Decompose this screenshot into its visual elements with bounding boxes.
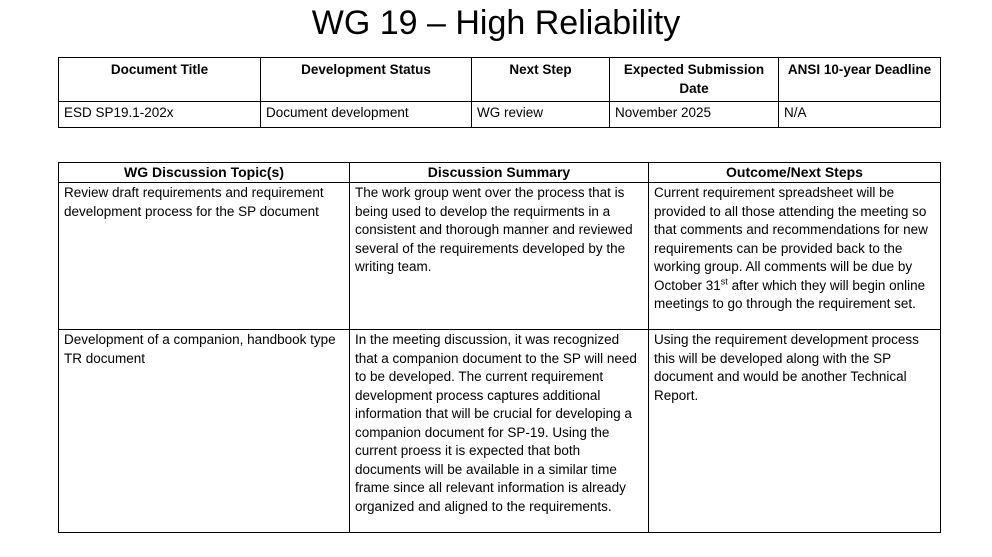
topics-header-row	[59, 163, 941, 183]
table-row	[59, 102, 941, 128]
table-row	[59, 183, 941, 330]
cell-next-step: WG review	[472, 102, 610, 128]
cell-ansi-deadline: N/A	[779, 102, 941, 128]
cell-topic: Development of a companion, handbook type TR document	[59, 330, 350, 533]
ordinal-superscript: st	[720, 276, 728, 286]
discussion-topics-table	[58, 162, 941, 533]
cell-outcome: Using the requirement development process this will be developed along with the SP document and would be another Technical Report.	[649, 330, 941, 533]
page-title: WG 19 – High Reliability	[311, 4, 681, 42]
header-topic: WG Discussion Topic(s)	[59, 163, 350, 183]
outcome-text-start: Current requirement spreadsheet will be provided to all those attending the meeting so that comments and recommendations for new requirements can be provided back to the working group. All comments will be due by October 31	[654, 185, 928, 293]
cell-summary: The work group went over the process that is being used to develop the requirments in a consistent and thorough manner and reviewed several of the requirements developed by the writing team.	[350, 183, 649, 330]
cell-document-title: ESD SP19.1-202x	[59, 102, 261, 128]
header-ansi-deadline: ANSI 10-year Deadline	[779, 58, 941, 102]
cell-summary: In the meeting discussion, it was recognized that a companion document to the SP will need to be developed. The current requirement development process captures additional information that will be crucial for developing a companion document for SP-19. Using the current proess it is expected that both documents will be available in a similar time frame since all relevant information is already organized and aligned to the requirements.	[350, 330, 649, 533]
cell-expected-submission-date: November 2025	[610, 102, 779, 128]
cell-topic: Review draft requirements and requirement development process for the SP document	[59, 183, 350, 330]
header-summary: Discussion Summary	[350, 163, 649, 183]
header-next-step: Next Step	[472, 58, 610, 102]
header-outcome: Outcome/Next Steps	[649, 163, 941, 183]
cell-development-status: Document development	[261, 102, 472, 128]
header-document-title: Document Title	[59, 58, 261, 102]
header-development-status: Development Status	[261, 58, 472, 102]
status-header-row	[59, 58, 941, 102]
header-expected-submission-date: Expected Submission Date	[610, 58, 779, 102]
document-status-table	[58, 57, 941, 128]
outcome-text-end: after which they will begin online meetings to go through the requirement set.	[654, 277, 926, 311]
table-row	[59, 330, 941, 533]
cell-outcome	[649, 183, 941, 330]
